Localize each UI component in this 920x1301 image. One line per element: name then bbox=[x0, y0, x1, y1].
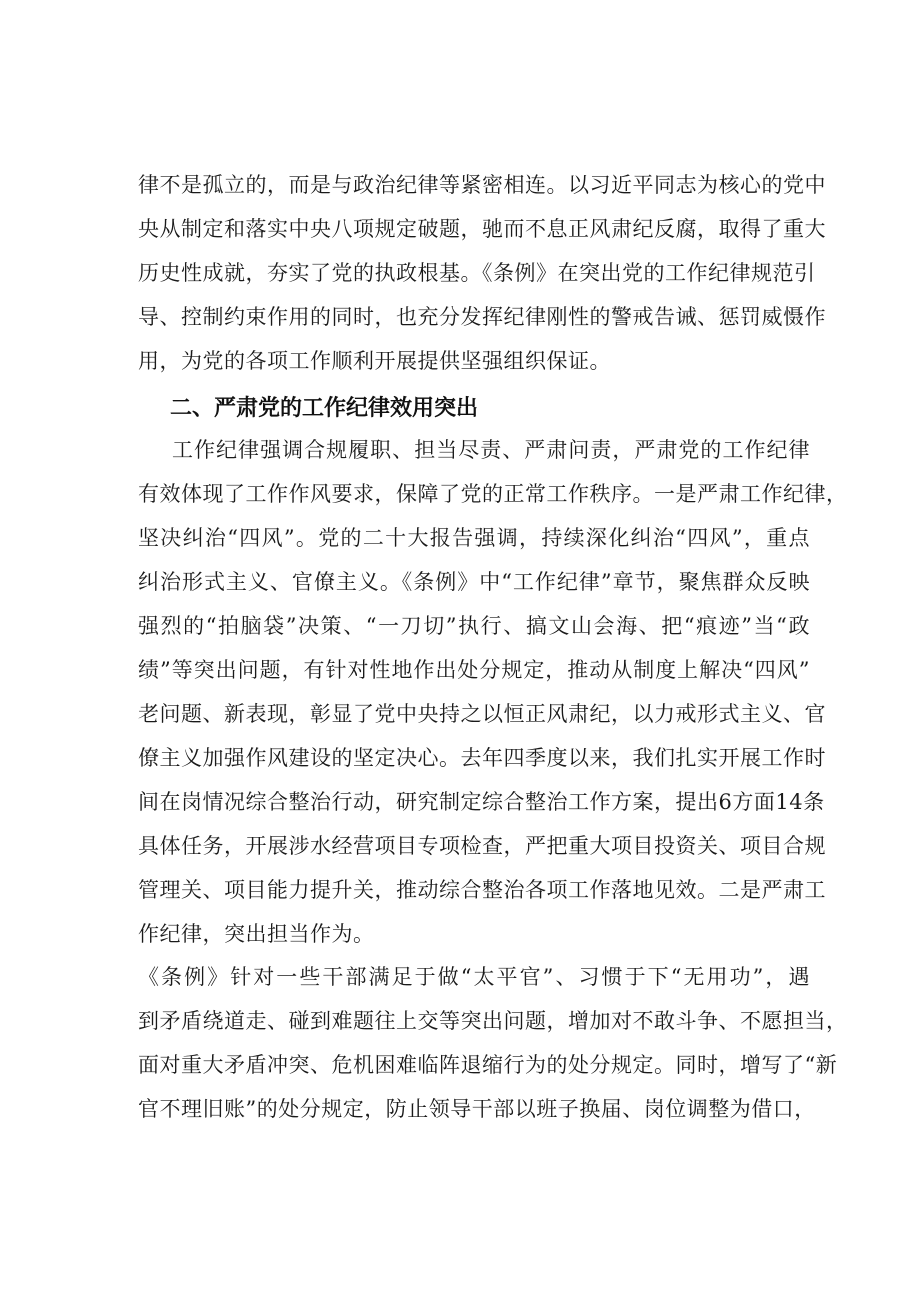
text-line: 面对重大矛盾冲突、危机困难临阵退缩行为的处分规定。同时，增写了“新 bbox=[138, 1053, 838, 1077]
text-line: 有效体现了工作作风要求，保障了党的正常工作秩序。一是严肃工作纪律， bbox=[138, 482, 848, 506]
text-line: 间在岗情况综合整治行动，研究制定综合整治工作方案，提出6方面14条 bbox=[138, 790, 825, 814]
text-line: 用，为党的各项工作顺利开展提供坚强组织保证。 bbox=[138, 349, 611, 373]
paragraph-2 bbox=[138, 428, 848, 956]
text-line: 僚主义加强作风建设的坚定决心。去年四季度以来，我们扎实开展工作时 bbox=[138, 746, 826, 770]
text-line: 绩”等突出问题，有针对性地作出处分规定，推动从制度上解决“四风” bbox=[138, 658, 810, 682]
text-line: 管理关、项目能力提升关，推动综合整治各项工作落地见效。二是严肃工 bbox=[138, 878, 826, 902]
text-line: 律不是孤立的，而是与政治纪律等紧密相连。以习近平同志为核心的党中 bbox=[138, 173, 826, 197]
text-line: 到矛盾绕道走、碰到难题往上交等突出问题，增加对不敢斗争、不愿担当， bbox=[138, 1009, 848, 1033]
paragraph-3 bbox=[138, 955, 848, 1131]
section-heading: 二、严肃党的工作纪律效用突出 bbox=[170, 396, 479, 421]
text-line: 《条例》针对一些干部满足于做“太平官”、习惯于下“无用功”，遇 bbox=[138, 965, 810, 989]
text-line: 老问题、新表现，彰显了党中央持之以恒正风肃纪，以力戒形式主义、官 bbox=[138, 702, 826, 726]
paragraph-1 bbox=[138, 163, 826, 383]
text-line: 历史性成就，夯实了党的执政根基。《条例》在突出党的工作纪律规范引 bbox=[138, 261, 816, 285]
text-line: 具体任务，开展涉水经营项目专项检查，严把重大项目投资关、项目合规 bbox=[138, 834, 826, 858]
text-line: 导、控制约束作用的同时，也充分发挥纪律刚性的警戒告诫、惩罚威慑作 bbox=[138, 305, 826, 329]
text-line: 强烈的“拍脑袋”决策、“一刀切”执行、搞文山会海、把“痕迹”当“政 bbox=[138, 614, 810, 638]
text-line: 官不理旧账”的处分规定，防止领导干部以班子换届、岗位调整为借口， bbox=[138, 1097, 816, 1121]
text-line: 作纪律，突出担当作为。 bbox=[138, 922, 375, 946]
text-line: 纠治形式主义、官僚主义。《条例》中“工作纪律”章节，聚焦群众反映 bbox=[138, 570, 810, 594]
text-line: 工作纪律强调合规履职、担当尽责、严肃问责，严肃党的工作纪律 bbox=[172, 438, 810, 462]
text-line: 央从制定和落实中央八项规定破题，驰而不息正风肃纪反腐，取得了重大 bbox=[138, 217, 826, 241]
text-line: 坚决纠治“四风”。党的二十大报告强调，持续深化纠治“四风”，重点 bbox=[138, 526, 810, 550]
